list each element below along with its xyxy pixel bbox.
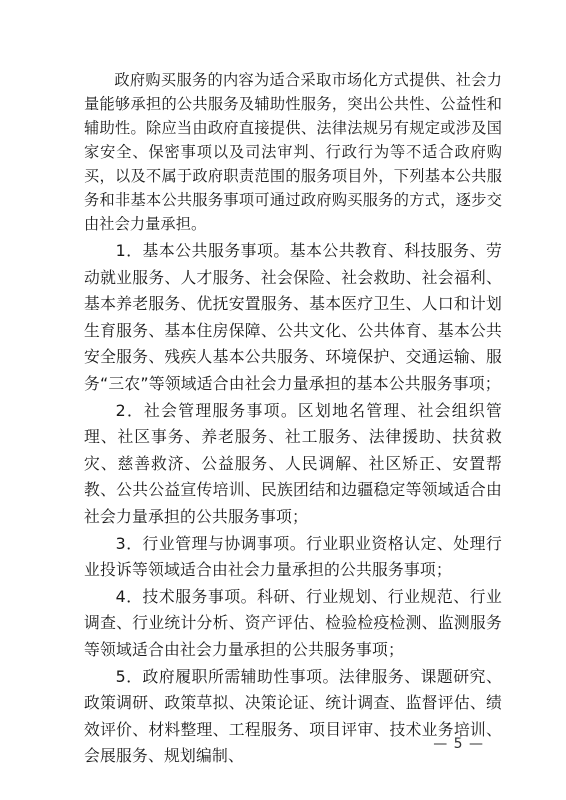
document-page: [84, 68, 502, 770]
list-item-social-management-services: 2．社会管理服务事项。区划地名管理、社会组织管理、社区事务、养老服务、社工服务、法律援助、扶贫救灾、慈善救济、公益服务、人民调解、社区矫正、安置帮教、公共公益宣传培训、民族团结和边疆稳定等领域适合由社会力量承担的公共服务事项；: [84, 400, 502, 526]
list-item-basic-public-services: 1．基本公共服务事项。基本公共教育、科技服务、劳动就业服务、人才服务、社会保险、社会救助、社会福利、基本养老服务、优抚安置服务、基本医疗卫生、人口和计划生育服务、基本住房保障、公共文化、公共体育、基本公共安全服务、残疾人基本公共服务、环境保护、交通运输、服务“三农”等领域适合由社会力量承担的基本公共服务事项；: [84, 241, 502, 393]
list-item-auxiliary-services: 5．政府履职所需辅助性事项。法律服务、课题研究、政策调研、政策草拟、决策论证、统计调查、监督评估、绩效评价、材料整理、工程服务、项目评审、技术业务培训、会展服务、规划编制、: [84, 666, 502, 766]
page-number: — 5 —: [433, 736, 484, 752]
intro-paragraph: 政府购买服务的内容为适合采取市场化方式提供、社会力量能够承担的公共服务及辅助性服务，突出公共性、公益性和辅助性。除应当由政府直接提供、法律法规另有规定或涉及国家安全、保密事项以及司法审判、行政行为等不适合政府购买，以及不属于政府职责范围的服务项目外，下列基本公共服务和非基本公共服务事项可通过政府购买服务的方式，逐步交由社会力量承担。: [84, 71, 502, 233]
list-item-industry-management: 3．行业管理与协调事项。行业职业资格认定、处理行业投诉等领域适合由社会力量承担的公共服务事项；: [84, 533, 502, 580]
list-item-technical-services: 4．技术服务事项。科研、行业规划、行业规范、行业调查、行业统计分析、资产评估、检验检疫检测、监测服务等领域适合由社会力量承担的公共服务事项；: [84, 586, 502, 659]
